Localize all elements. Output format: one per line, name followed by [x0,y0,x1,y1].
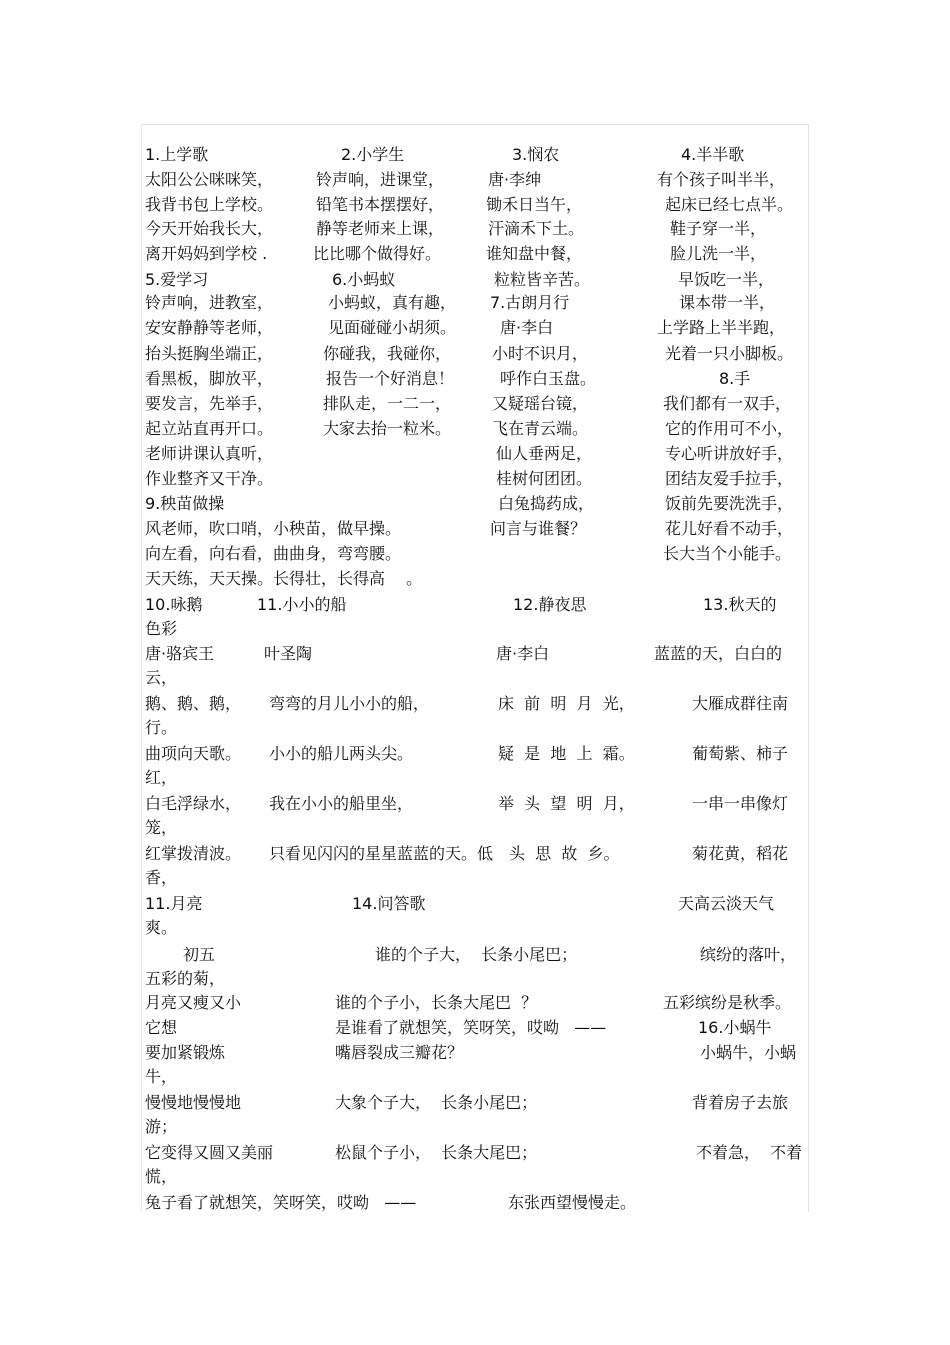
text-line: 不着急， 不着 [696,1143,803,1162]
text-line: 只看见闪闪的星星蓝蓝的天。低 头 思 故 乡。 [269,844,620,863]
text-line: 离开妈妈到学校 . [145,244,268,263]
text-line: 慢慢地慢慢地 [145,1093,242,1112]
text-line: 16.小蜗牛 [698,1018,772,1037]
text-line: 疑 是 地 上 霜。 [498,744,635,763]
text-line: 白毛浮绿水， [145,794,242,813]
text-line: 月亮又瘦又小 [145,993,242,1012]
text-line: 有个孩子叫半半， [657,170,786,189]
text-line: 嘴唇裂成三瓣花？ [335,1043,464,1062]
text-line: 我在小小的船里坐， [269,794,414,813]
text-line: 小小的船儿两头尖。 [269,744,414,763]
text-line: 安安静静等老师， [145,318,274,337]
text-line: 鹅、鹅、鹅， [145,694,242,713]
text-line: 唐·李绅 [488,170,542,189]
text-line: 8.手 [719,369,751,388]
text-line: 今天开始我长大， [145,219,274,238]
text-line: 天高云淡天气 [678,894,775,913]
text-line: 脸儿洗一半， [670,244,767,263]
text-line: 仙人垂两足， [496,444,593,463]
text-line: 小蜗牛，小蜗 [700,1043,797,1062]
text-line: 举 头 望 明 月， [498,794,635,813]
text-line: 问言与谁餐？ [490,519,587,538]
text-line: 初五 [183,945,216,964]
text-line: 上学路上半半跑， [657,318,786,337]
text-line: 报告一个好消息！ [326,369,455,388]
text-line: 我们都有一双手， [663,394,792,413]
text-line: 粒粒皆辛苦。 [494,270,591,289]
text-line: 唐·李白 [500,318,554,337]
text-line: 松鼠个子小， 长条大尾巴； [335,1143,538,1162]
text-line: 弯弯的月儿小小的船， [269,694,430,713]
text-line: 作业整齐又干净。 [145,469,274,488]
text-line: 比比哪个做得好。 [313,244,442,263]
text-line: 香， [145,868,178,887]
text-line: 床 前 明 月 光， [498,694,635,713]
text-line: 红掌拨清波。 [145,844,242,863]
text-line: 起床已经七点半。 [665,195,794,214]
text-line: 牛， [145,1067,178,1086]
text-line: 是谁看了就想笑，笑呀笑，哎呦 —— [335,1018,607,1037]
text-line: 东张西望慢慢走。 [508,1193,637,1212]
text-line: 12.静夜思 [513,595,587,614]
text-line: 红， [145,768,178,787]
text-line: 2.小学生 [341,145,405,164]
text-line: 大雁成群往南 [692,694,789,713]
text-line: 向左看，向右看，曲曲身，弯弯腰。 [145,544,402,563]
text-line: 1.上学歌 [145,145,209,164]
text-line: 专心听讲放好手， [665,444,794,463]
text-line: 天天练，天天操。长得壮，长得高 。 [145,569,423,588]
text-line: 花儿好看不动手， [665,519,794,538]
text-line: 爽。 [145,918,178,937]
text-line: 要加紧锻炼 [145,1043,226,1062]
text-line: 10.咏鹅 [145,595,203,614]
text-line: 它变得又圆又美丽 [145,1143,274,1162]
text-line: 看黑板，脚放平， [145,369,274,388]
text-line: 缤纷的落叶， [700,945,797,964]
text-line: 兔子看了就想笑，笑呀笑，哎呦 —— [145,1193,417,1212]
text-line: 游； [145,1117,178,1136]
text-line: 7.古朗月行 [490,293,570,312]
text-line: 我背书包上学校。 [145,195,274,214]
text-line: 光着一只小脚板。 [665,344,794,363]
text-line: 谁的个子大， 长条小尾巴； [375,945,578,964]
text-line: 慌， [145,1167,178,1186]
text-line: 五彩的菊， [145,969,226,988]
text-line: 4.半半歌 [681,145,745,164]
text-line: 桂树何团团。 [496,469,593,488]
text-line: 你碰我，我碰你， [323,344,452,363]
text-line: 要发言，先举手， [145,394,274,413]
text-line: 色彩 [145,619,178,638]
text-line: 排队走，一二一， [323,394,452,413]
text-line: 行。 [145,718,178,737]
text-line: 叶圣陶 [264,644,313,663]
text-line: 菊花黄，稻花 [692,844,789,863]
text-line: 铃声响，进教室， [145,293,274,312]
text-line: 抬头挺胸坐端正， [145,344,274,363]
text-line: 飞在青云端。 [492,419,589,438]
text-line: 它的作用可不小， [665,419,794,438]
text-line: 静等老师来上课， [316,219,445,238]
text-line: 鞋子穿一半， [670,219,767,238]
text-line: 太阳公公咪咪笑， [145,170,274,189]
text-line: 早饭吃一半， [678,270,775,289]
text-line: 5.爱学习 [145,270,209,289]
text-line: 葡萄紫、柿子 [692,744,789,763]
text-line: 9.秧苗做操 [145,494,225,513]
text-line: 老师讲课认真听， [145,444,274,463]
text-line: 14.问答歌 [352,894,426,913]
text-line: 小时不识月， [492,344,589,363]
text-line: 五彩缤纷是秋季。 [663,993,792,1012]
text-line: 见面碰碰小胡须。 [328,318,457,337]
text-line: 13.秋天的 [703,595,777,614]
text-line: 云， [145,668,178,687]
text-line: 谁的个子小，长条大尾巴 ？ [335,993,538,1012]
text-line: 铃声响，进课堂， [316,170,445,189]
text-line: 铅笔书本摆摆好， [316,195,445,214]
text-line: 11.月亮 [145,894,203,913]
text-line: 大家去抬一粒米。 [323,419,452,438]
text-line: 小蚂蚁，真有趣， [328,293,457,312]
text-line: 汗滴禾下土。 [488,219,585,238]
text-line: 谁知盘中餐， [486,244,583,263]
text-line: 呼作白玉盘。 [500,369,597,388]
text-line: 饭前先要洗洗手， [665,494,794,513]
text-line: 背着房子去旅 [692,1093,789,1112]
text-line: 一串一串像灯 [692,794,789,813]
text-line: 长大当个小能手。 [663,544,792,563]
text-line: 唐·李白 [496,644,550,663]
text-line: 起立站直再开口。 [145,419,274,438]
text-line: 风老师，吹口哨，小秧苗，做早操。 [145,519,402,538]
text-line: 6.小蚂蚁 [332,270,396,289]
text-line: 它想 [145,1018,178,1037]
text-line: 团结友爱手拉手， [665,469,794,488]
text-line: 3.悯农 [512,145,560,164]
text-line: 大象个子大， 长条小尾巴； [335,1093,538,1112]
text-line: 笼， [145,818,178,837]
text-line: 又疑瑶台镜， [492,394,589,413]
text-line: 唐·骆宾王 [145,644,215,663]
text-line: 11.小小的船 [257,595,347,614]
text-line: 锄禾日当午， [486,195,583,214]
text-line: 白兔捣药成， [498,494,595,513]
text-line: 蓝蓝的天，白白的 [654,644,783,663]
text-line: 课本带一半， [679,293,776,312]
text-line: 曲项向天歌。 [145,744,242,763]
